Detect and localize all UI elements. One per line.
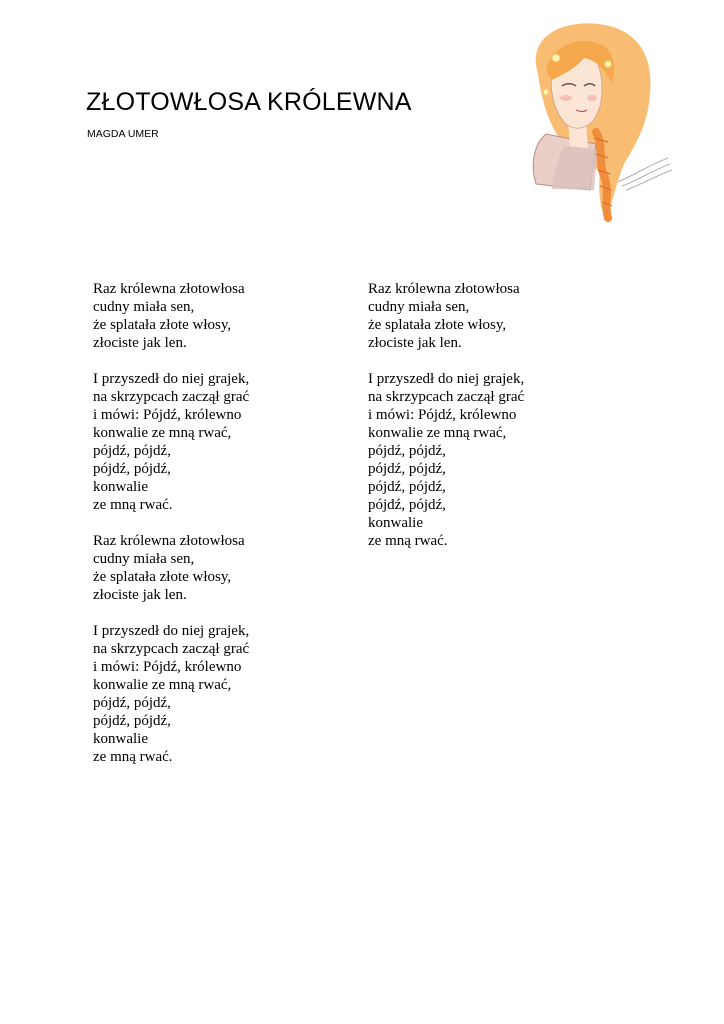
lyric-line: konwalie — [93, 731, 148, 747]
song-title: ZŁOTOWŁOSA KRÓLEWNA — [86, 88, 412, 116]
lyric-line: i mówi: Pójdź, królewno — [93, 407, 242, 423]
lyric-line: złociste jak len. — [93, 587, 187, 603]
lyrics-column-left — [93, 280, 333, 784]
stanza — [93, 532, 333, 604]
lyric-line: i mówi: Pójdź, królewno — [368, 407, 517, 423]
sketch-lines — [618, 158, 672, 190]
lyric-line: cudny miała sen, — [368, 299, 470, 315]
lyric-line: konwalie ze mną rwać, — [93, 425, 232, 441]
lyric-line: I przyszedł do niej grajek, — [368, 371, 525, 387]
lyric-line: ze mną rwać. — [93, 497, 173, 513]
stanza — [93, 280, 333, 352]
lyric-line: pójdź, pójdź, — [93, 461, 171, 477]
lyric-line: pójdź, pójdź, — [93, 443, 171, 459]
lyric-line: konwalie — [368, 515, 423, 531]
lyric-line: konwalie — [93, 479, 148, 495]
lyric-line: cudny miała sen, — [93, 551, 195, 567]
lyrics-column-right — [368, 280, 608, 568]
lyric-line: Raz królewna złotowłosa — [368, 281, 520, 297]
stanza — [93, 370, 333, 514]
right-blush — [587, 95, 597, 101]
lyric-line: konwalie ze mną rwać, — [368, 425, 507, 441]
lyric-line: pójdź, pójdź, — [93, 713, 171, 729]
stanza — [93, 622, 333, 766]
lyric-line: złociste jak len. — [368, 335, 462, 351]
lyric-line: cudny miała sen, — [93, 299, 195, 315]
lyric-line: że splatała złote włosy, — [368, 317, 507, 333]
lyric-line: na skrzypcach zaczął grać — [93, 389, 250, 405]
lyric-line: I przyszedł do niej grajek, — [93, 371, 250, 387]
lyric-line: na skrzypcach zaczął grać — [368, 389, 525, 405]
song-author: MAGDA UMER — [87, 128, 159, 140]
lyric-line: na skrzypcach zaczął grać — [93, 641, 250, 657]
left-blush — [560, 95, 572, 101]
lyric-line: pójdź, pójdź, — [93, 695, 171, 711]
lyric-line: ze mną rwać. — [368, 533, 448, 549]
lyric-line: że splatała złote włosy, — [93, 569, 232, 585]
lyric-line: pójdź, pójdź, — [368, 443, 446, 459]
princess-illustration-icon — [486, 14, 686, 224]
lyric-line: i mówi: Pójdź, królewno — [93, 659, 242, 675]
lyric-line: pójdź, pójdź, — [368, 479, 446, 495]
lyric-line: pójdź, pójdź, — [368, 461, 446, 477]
lyric-line: że splatała złote włosy, — [93, 317, 232, 333]
lyric-line: ze mną rwać. — [93, 749, 173, 765]
lyric-line: Raz królewna złotowłosa — [93, 533, 245, 549]
lyric-line: złociste jak len. — [93, 335, 187, 351]
lyric-line: Raz królewna złotowłosa — [93, 281, 245, 297]
lyric-line: I przyszedł do niej grajek, — [93, 623, 250, 639]
stanza — [368, 370, 608, 550]
lyric-line: konwalie ze mną rwać, — [93, 677, 232, 693]
lyric-line: pójdź, pójdź, — [368, 497, 446, 513]
stanza — [368, 280, 608, 352]
